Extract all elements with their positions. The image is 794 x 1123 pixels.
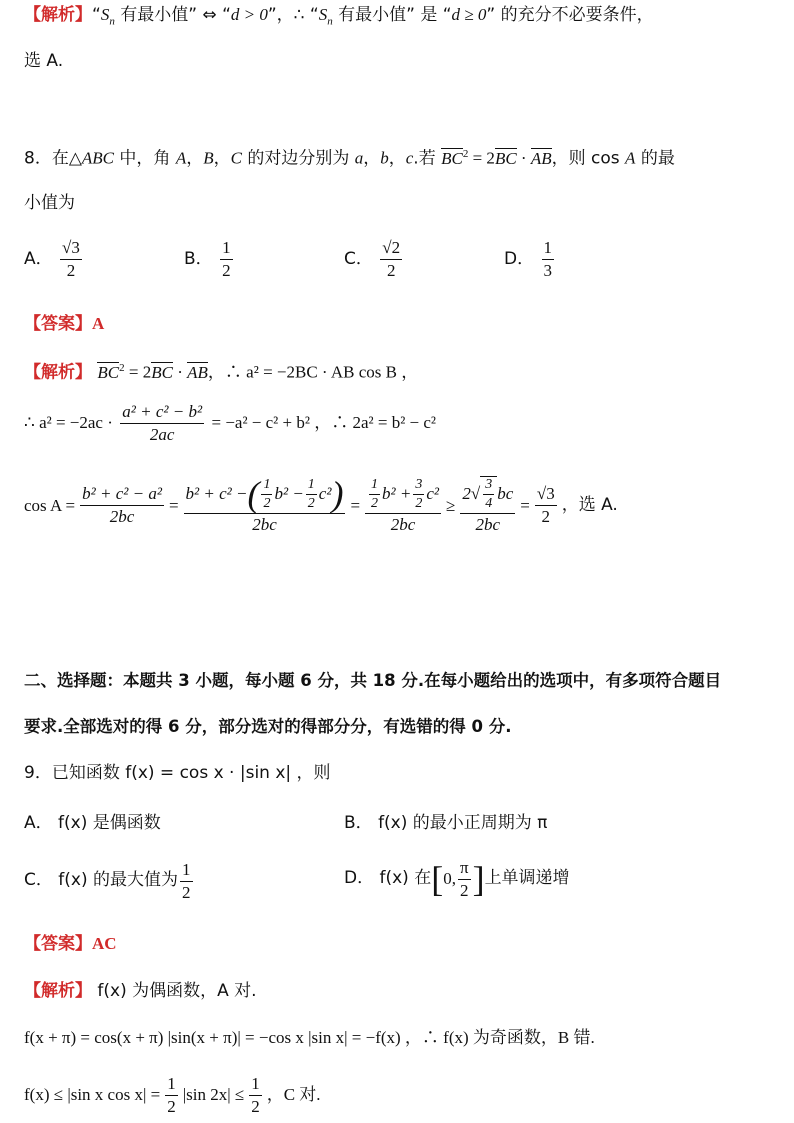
top-analysis-line2: 选 A. [24,51,64,71]
q9-option-a: A． f(x) 是偶函数 [24,813,161,833]
q8-analysis-line2: ∴ a² = −2ac · $\frac{\text{a² + c² − b²}}{2ac}$ = −a² − c² + b² ，∴ 2a² = b² − c² [24,402,437,444]
q8-analysis-line1: 【解析】 $BC^2 = 2BC$ · AB，∴ a² = −2BC · AB cos B ， [24,362,419,383]
q8-analysis-line3: cos A = $\frac{\text{b² + c² − a²}}{2bc}$ = b² + c² − ( $\frac{1}{2}$ b² − $\frac{1}{2}$ c² ) 2bc = $\frac{1}{2}$ b² + $\frac{3}{2}$ c² 2bc ≥ 2√ $\frac{3}{4}$ bc 2bc = $\frac{√3}{2}$ ，选 A. [24,474,618,535]
q8-stem: 8．在△ABC 中，角 A，B，C 的对边分别为 a，b，c.若 $BC^2 = 2BC$ · AB，则 cos A 的最 [24,148,675,169]
q8-answer: 【答案】A [24,314,105,334]
q8-stem-line2: 小值为 [24,193,75,213]
q9-option-c: C． f(x) 的最大值为 $\frac{1}{2}$ [24,860,191,902]
q9-answer: 【答案】AC [24,934,117,954]
section-title-line2: 要求.全部选对的得 6 分，部分选对的得部分分，有选错的得 0 分. [24,717,512,736]
q9-analysis-line3: f(x) ≤ |sin x cos x| = $\frac{1}{2}$ |sin 2x| ≤ $\frac{1}{2}$ ，C 对. [24,1074,321,1116]
answer-tag: 【答案】 [24,314,92,334]
q8-option-a: A． $\frac{√3}{2}$ [24,238,80,280]
q9-option-d: D． f(x) 在 [ 0, $\frac{\pi}{2}$ ] 上单调递增 [344,858,570,900]
vector-ab: AB [530,148,552,168]
answer-tag: 【答案】 [24,934,92,954]
q9-analysis-line2: f(x + π) = cos(x + π) |sin(x + π)| = −cos x |sin x| = −f(x) ，∴ f(x) 为奇函数，B 错. [24,1028,595,1047]
q8-option-d: D． $\frac{1}{3}$ [504,238,552,280]
section-title-line1: 二、选择题：本题共 3 小题，每小题 6 分，共 18 分.在每小题给出的选项中，有多项符合题目 [24,671,722,690]
q8-option-c: C． $\frac{√2}{2}$ [344,238,401,280]
analysis-tag: 【解析】 [24,981,92,1001]
q8-option-b: B． $\frac{1}{2}$ [184,238,231,280]
q9-stem: 9．已知函数 f(x) = cos x · |sin x| ，则 [24,763,331,783]
q9-analysis-line1: 【解析】 f(x) 为偶函数，A 对. [24,981,257,1001]
analysis-tag: 【解析】 [24,5,92,25]
top-analysis-line: 【解析】“$S_n$ 有最小值” ⇔ “d > 0”，∴ “$S_n$ 有最小值” 是 “d ≥ 0” 的充分不必要条件， [24,5,654,28]
vector-bc: BC [441,148,463,168]
q9-option-b: B． f(x) 的最小正周期为 π [344,813,548,833]
analysis-tag: 【解析】 [24,362,92,383]
